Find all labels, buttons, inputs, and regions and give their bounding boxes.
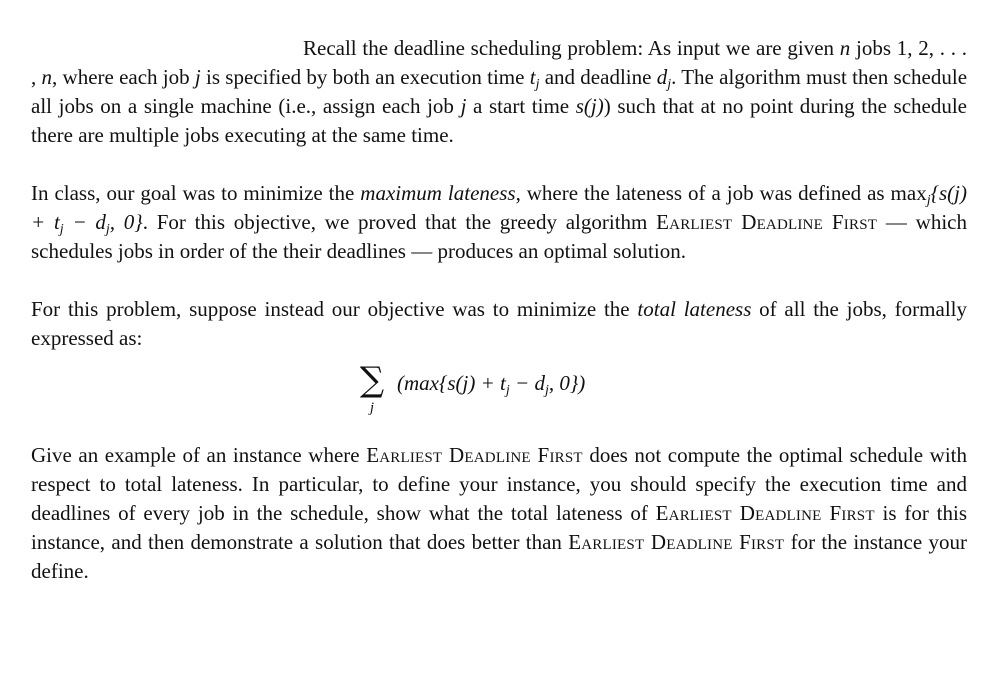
algorithm-name: Earliest Deadline First [366,443,583,467]
math-subscript: j [105,222,110,237]
math-subscript: j [535,77,540,92]
text-fragment: . The algorithm must then schedule all jobs on a single machine (i.e., assign each job [31,65,968,118]
math-fragment: (max{s(j) + t [397,371,506,395]
math-subscript: j [926,193,931,208]
text-fragment: Recall the deadline scheduling problem: As input we are given [303,36,840,60]
summation-body [397,369,585,398]
algorithm-name: Earliest Deadline First [655,501,875,525]
text-fragment: Give an example of an instance where [31,443,367,467]
display-formula [31,360,967,433]
text-fragment: In class, our goal was to minimize the [31,181,361,205]
emphasis-total-lateness: total lateness [637,297,752,321]
text-fragment: , where each job [52,65,195,89]
math-fragment: − d [509,371,545,395]
paragraph-gap [31,266,967,295]
paragraph-class-goal [31,179,967,266]
math-fragment: , 0} [109,210,143,234]
text-fragment: , where the lateness of a job was defined as [515,181,891,205]
paragraph-intro [31,34,967,150]
math-subscript: j [544,383,549,398]
math-j: j [460,94,467,118]
text-fragment: ) such that at no point during the schedule there are multiple jobs executing at the same time. [31,94,967,147]
math-n: n [839,36,851,60]
sigma-symbol: ∑ [359,360,385,400]
summation [357,360,387,417]
text-fragment: . For this objective, we proved that the greedy algorithm [142,210,657,234]
paragraph-task [31,441,967,586]
math-subscript: j [505,383,510,398]
paragraph-gap [31,150,967,179]
text-fragment: jobs 1, 2, . . . , [31,36,967,89]
math-j: j [194,65,201,89]
math-d: d [656,65,668,89]
text-fragment: is for this instance, and then demonstrate a solution that does better than [31,501,967,554]
text-fragment: does not compute the optimal schedule with respect to total lateness. In particular, to define your instance, you should specify the execution time and deadlines of every job in the schedule, show what the total lateness of [31,443,967,525]
text-fragment: of all the jobs, formally expressed as: [31,297,967,350]
algorithm-name: Earliest Deadline First [568,530,785,554]
text-fragment: and deadline [539,65,657,89]
math-sj: s(j) [575,94,604,118]
math-dj [656,65,672,92]
math-t: t [529,65,536,89]
math-subscript: j [59,222,64,237]
text-fragment: for the instance your define. [31,530,967,583]
text-fragment: is specified by both an execution time [200,65,530,89]
algorithm-name: Earliest Deadline First [656,210,878,234]
text-fragment: — which schedules jobs in order of the their deadlines — produces an optimal solution. [31,210,967,263]
text-fragment: For this problem, suppose instead our objective was to minimize the [31,297,638,321]
text-fragment: a start time [466,94,576,118]
paragraph-total-lateness [31,295,967,353]
math-tj [529,65,540,92]
document-page [31,34,967,586]
math-subscript: j [667,77,672,92]
math-max: max [890,181,927,205]
summation-index: j [369,400,375,416]
math-fragment: , 0}) [548,371,586,395]
math-n: n [41,65,53,89]
math-fragment: − d [63,210,106,234]
math-fragment: {s(j) + t [31,181,967,234]
emphasis-maximum-lateness: maximum lateness [360,181,516,205]
